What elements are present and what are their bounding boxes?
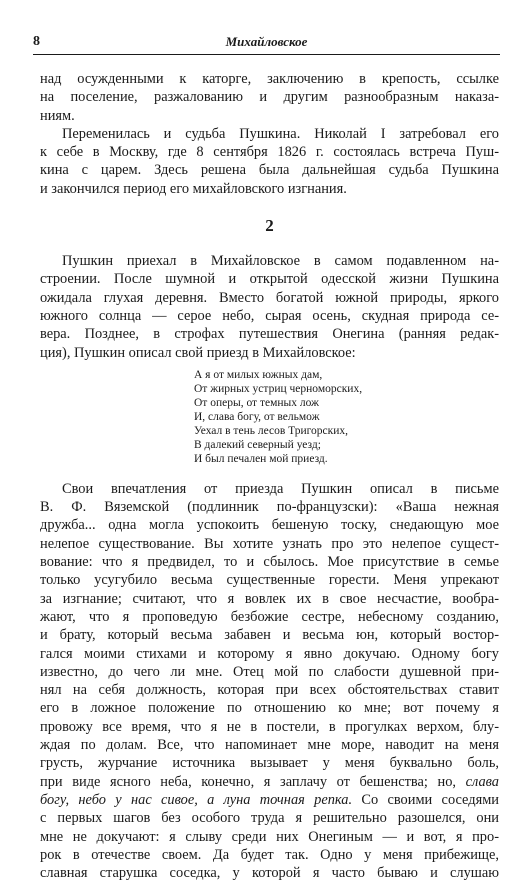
text-line: грусть, журчание источника вызывает у меня буквально боль, (40, 755, 499, 772)
text-line: ция), Пушкин описал свой приезд в Михайловское: (40, 344, 356, 361)
text-line: дружба... одна могла успокоить бешеную тоску, снедающую мое (40, 517, 499, 534)
text-line: В. Ф. Вяземской (подлинник по-французски): «Ваша нежная (40, 499, 499, 516)
paragraph-1 (40, 70, 499, 125)
paragraph-4 (40, 480, 499, 882)
text-line: провожу все время, что я не в постели, в прогулках верхом, блу- (40, 718, 499, 735)
text-line: славная старушка соседка, у которой я часто бываю и слушаю (40, 865, 499, 882)
text-line: за изгнание; считают, что я вовлек их в свое несчастие, вообра- (40, 590, 499, 607)
verse-line: Уехал в тень лесов Тригорских, (194, 424, 349, 437)
text-line: над осужденными к каторге, заключению в крепость, ссылке (40, 71, 499, 87)
text-line: Свои впечатления от приезда Пушкин описал в письме (62, 480, 499, 497)
verse-line: От оперы, от темных лож (194, 396, 320, 409)
paragraph-3 (40, 252, 499, 362)
text-line: вование: что я предвидел, то и сбылось. Мое присутствие в семье (40, 554, 499, 571)
text-line: южного солнца — серое небо, сырая осень, скудная природа се- (40, 307, 499, 324)
text-line: его в ложное положение по отношению ко мне; вот почему я (40, 700, 499, 717)
verse-line: А я от милых южных дам, (194, 368, 323, 381)
text-line: и закончился период его михайловского изгнания. (40, 180, 347, 197)
text-line: известно, до чего ли мне. Отец мой по слабости душевной при- (40, 663, 499, 680)
text-line: кина с царем. Здесь решена была дальнейшая судьба Пушкина (40, 162, 499, 179)
verse-line: В далекий северный уезд; (194, 438, 321, 451)
text-line: мне не докучают: я слыву среди них Онегиным — и вот, я про- (40, 828, 499, 845)
paragraph-2 (40, 125, 499, 198)
text-line: нелепое существование. Вы хотите узнать про это нелепое сущест- (40, 535, 499, 552)
text-line-mixed (40, 791, 499, 809)
text-line: ждая по долам. Все, что напоминает мне море, наводит на меня (40, 737, 499, 754)
text-line: Пушкин приехал в Михайловское в самом подавленном на- (62, 253, 499, 270)
text-line-mixed (40, 773, 499, 791)
text-run: при виде ясного неба, конечно, я заплачу от бешенства; но, (40, 773, 466, 790)
section-number: 2 (265, 216, 274, 236)
text-line: Переменилась и судьба Пушкина. Николай I затребовал его (62, 125, 499, 142)
text-line: ожидала глухая деревня. Вместо богатой южной природы, яркого (40, 289, 499, 306)
text-line: вера. Позднее, в строфах путешествия Онегина (ранняя редак- (40, 326, 499, 343)
text-line: рок в отечестве своем. Да будет так. Одно у меня прибежище, (40, 846, 499, 863)
text-run: Со своими соседями (352, 791, 500, 808)
text-line: с первых шагов без особого труда я решительно разошелся, они (40, 810, 499, 827)
header-rule (33, 54, 500, 55)
page-number: 8 (33, 34, 40, 49)
italic-run: богу, небо у нас сивое, а луна точная репка. (40, 791, 353, 808)
text-line: ниям. (40, 107, 75, 124)
text-line: строении. После шумной и открытой одесской жизни Пушкина (40, 271, 499, 288)
text-line: гался моими стихами и которому я явно докучаю. Одному богу (40, 645, 499, 662)
text-line: на поселение, разжалованию и другим разнообразным наказа- (40, 89, 499, 106)
verse-line: И был печален мой приезд. (194, 452, 328, 465)
italic-run: слава (465, 773, 499, 790)
verse-quote (194, 368, 499, 466)
verse-line: От жирных устриц черноморских, (194, 382, 363, 395)
page-header (33, 32, 500, 52)
text-line: и брату, который весьма забавен и весьма юн, который востор- (40, 627, 499, 644)
text-line: только усугубило весьма существенные горести. Меня упрекают (40, 572, 499, 589)
text-line: к себе в Москву, где 8 сентября 1826 г. состоялась встреча Пуш- (40, 144, 499, 161)
verse-line: И, слава богу, от вельмож (194, 410, 320, 423)
page-body (40, 70, 499, 882)
text-line: нял на себя должность, которая при всех обстоятельствах ставит (40, 682, 499, 699)
text-line: жают, что я проповедую безбожие сестре, небесному созданию, (40, 608, 499, 625)
running-title: Михайловское (225, 34, 308, 49)
